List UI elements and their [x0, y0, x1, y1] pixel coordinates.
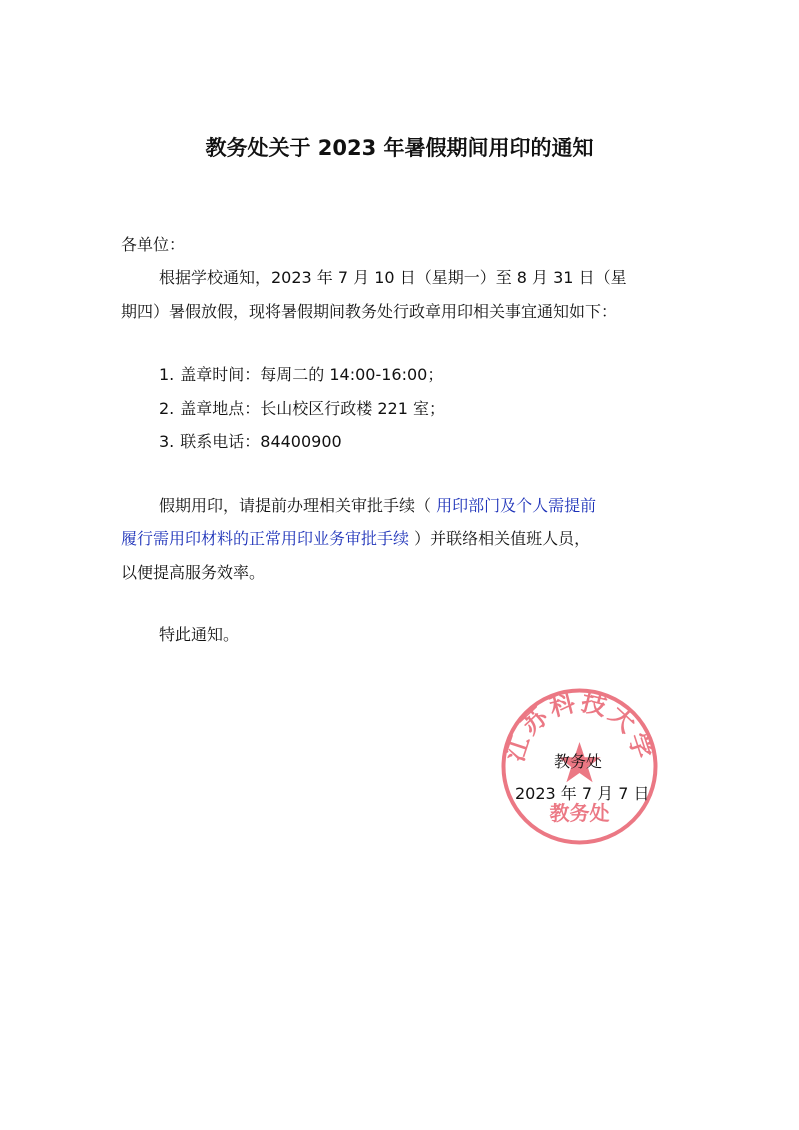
- list-item-text: 盖章地点：长山校区行政楼 221 室；: [180, 399, 445, 418]
- list-item-text: 盖章时间：每周二的 14:00-16:00；: [180, 365, 444, 384]
- list-item: [159, 362, 443, 388]
- document-title: 教务处关于 2023 年暑假期间用印的通知: [205, 136, 594, 160]
- paragraph-2-line-3: 以便提高服务效率。: [121, 563, 266, 582]
- seal-arc-text: 江苏科技大学: [500, 687, 659, 765]
- list-item-number: 1.: [159, 365, 175, 384]
- salutation: 各单位：: [121, 235, 186, 254]
- signature-block: [497, 684, 662, 849]
- closing-remark: 特此通知。: [159, 625, 240, 644]
- paragraph-1-line-1: 根据学校通知，2023 年 7 月 10 日（星期一）至 8 月 31 日（星: [159, 268, 627, 287]
- seal-center-text: 教务处: [549, 801, 610, 825]
- paragraph-1-line-2: 期四）暑假放假，现将暑假期间教务处行政章用印相关事宜通知如下：: [121, 302, 618, 321]
- paragraph-2-text: 假期用印，请提前办理相关审批手续（: [159, 496, 437, 515]
- list-item-text: 联系电话：84400900: [180, 432, 342, 451]
- list-item: [159, 396, 445, 422]
- list-item: [159, 429, 342, 455]
- list-item-number: 2.: [159, 399, 175, 418]
- paragraph-2-line-1: [159, 493, 596, 519]
- approval-procedure-link-continued[interactable]: 履行需用印材料的正常用印业务审批手续: [121, 529, 410, 548]
- approval-procedure-link[interactable]: 用印部门及个人需提前: [436, 496, 597, 515]
- signature-department: 教务处: [554, 752, 603, 771]
- list-item-number: 3.: [159, 432, 175, 451]
- paragraph-2-line-2: [121, 526, 590, 552]
- signature-date: 2023 年 7 月 7 日: [515, 784, 650, 803]
- paragraph-2-text: ）并联络相关值班人员，: [409, 529, 591, 548]
